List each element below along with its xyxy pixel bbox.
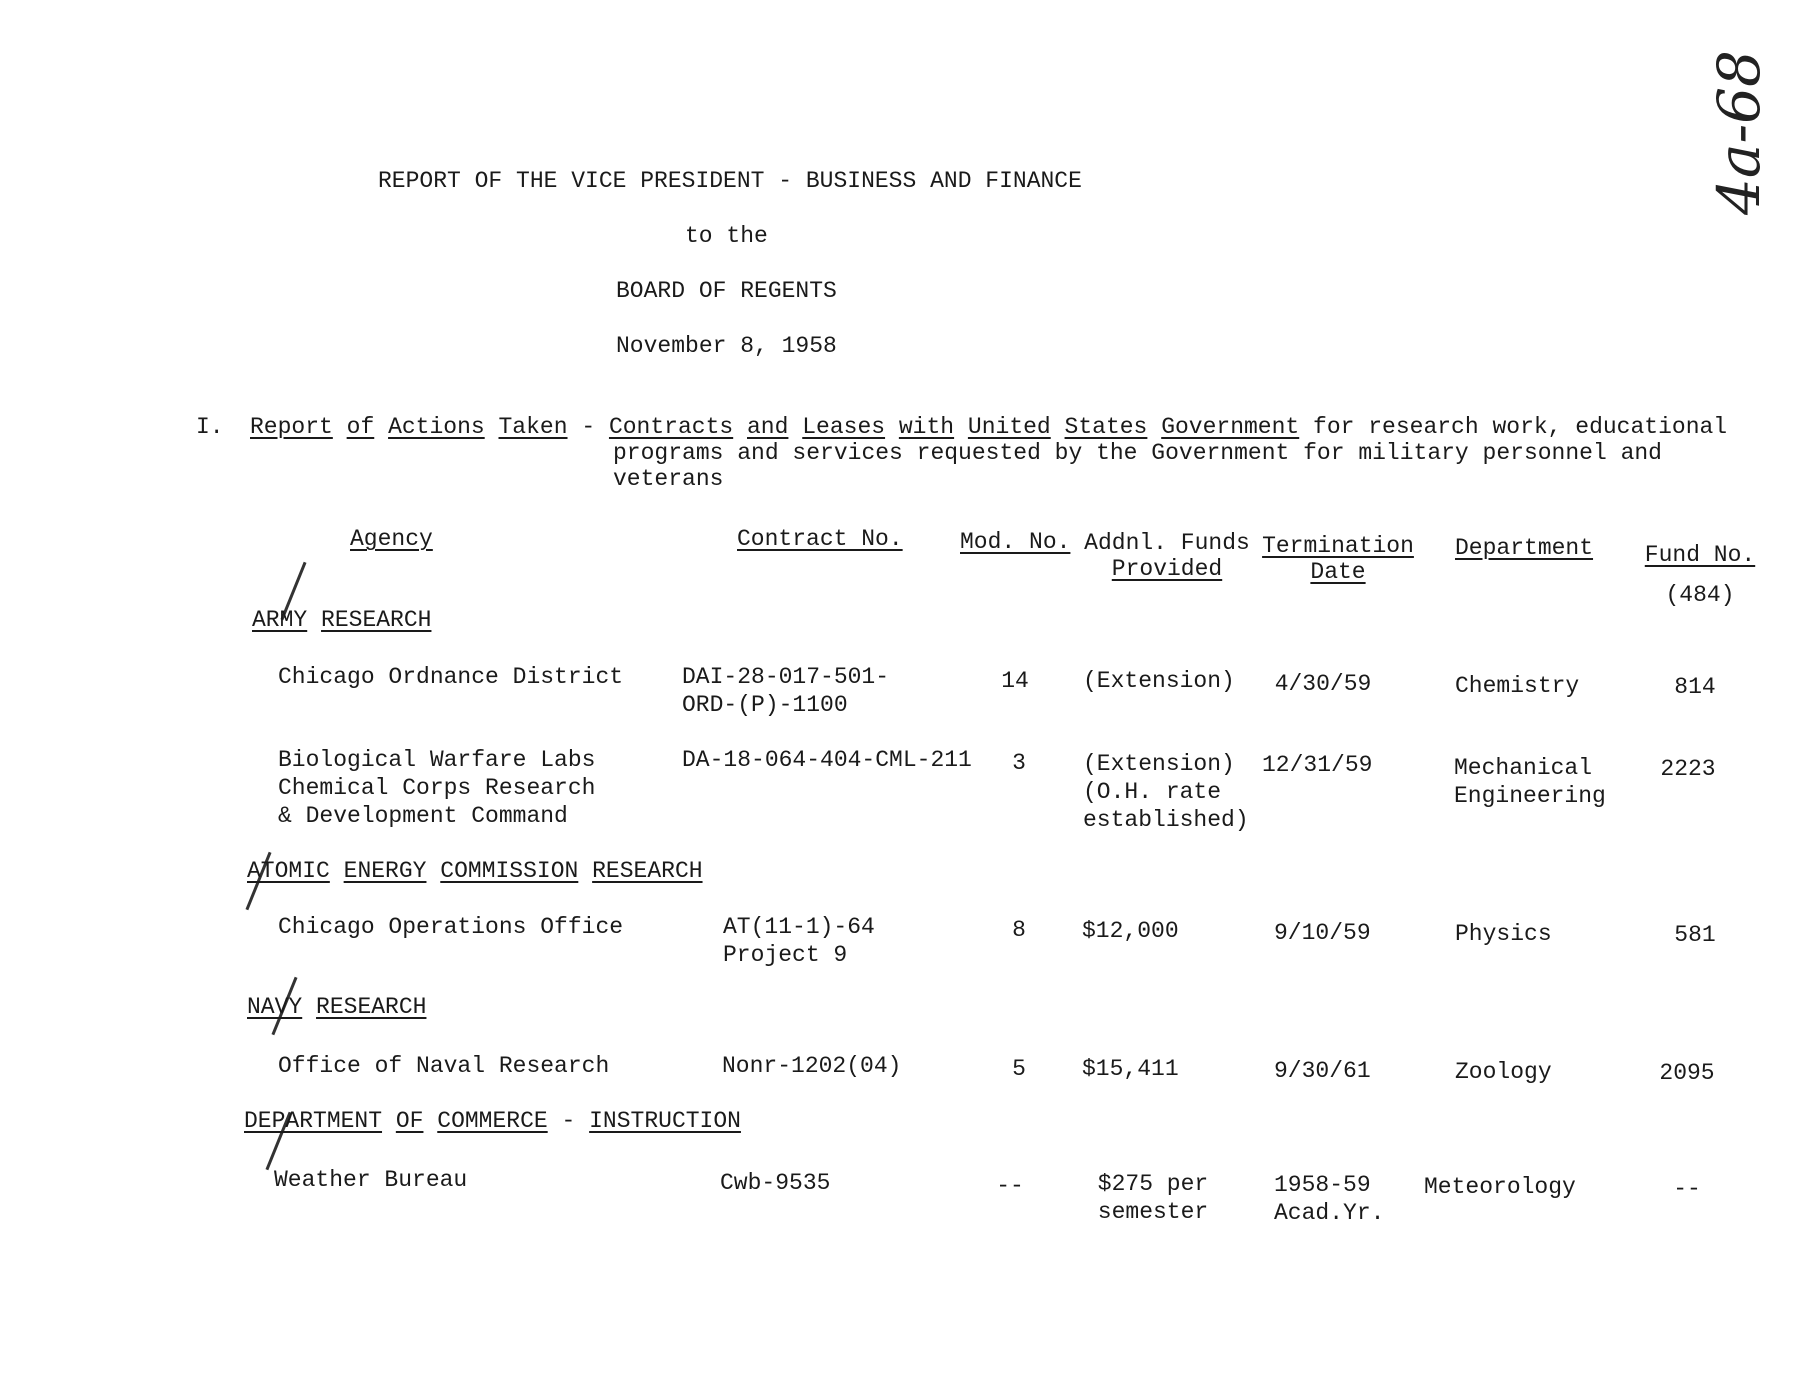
row-department-line: Mechanical — [1454, 755, 1593, 781]
row-termination-line: 4/30/59 — [1274, 671, 1372, 697]
section-title-word: Government — [1161, 414, 1300, 440]
section-title-dash: - — [581, 414, 596, 440]
row-termination-line: 1958-59 — [1274, 1172, 1371, 1198]
row-department-line: Meteorology — [1424, 1174, 1576, 1200]
group-heading-word: RESEARCH — [316, 994, 427, 1020]
section-title-word: Actions — [388, 414, 485, 440]
row-department — [1424, 1173, 1576, 1201]
row-termination — [1274, 1171, 1384, 1227]
section-continuation-line: veterans — [613, 466, 724, 492]
column-header-fund-no-line: Fund No. — [1644, 542, 1756, 568]
section-title-word: States — [1064, 414, 1148, 440]
column-header-contract-no: Contract No. — [737, 526, 903, 552]
row-department — [1455, 920, 1552, 948]
row-mod-no: 8 — [1012, 917, 1026, 943]
row-mod-no: -- — [996, 1173, 1024, 1199]
row-termination — [1262, 751, 1372, 779]
report-heading: REPORT OF THE VICE PRESIDENT - BUSINESS AND FINANCE — [378, 168, 1082, 194]
row-agency — [278, 663, 623, 691]
row-agency-line: Weather Bureau — [274, 1167, 468, 1193]
section-title-word: Contracts — [608, 414, 734, 440]
row-funds — [1078, 1170, 1228, 1226]
column-header-fund-no — [1640, 535, 1760, 615]
row-department — [1455, 672, 1579, 700]
column-header-agency: Agency — [350, 526, 433, 552]
row-contract-no — [722, 1052, 901, 1080]
row-funds-line: semester — [1097, 1199, 1209, 1225]
column-header-funds — [1082, 530, 1252, 582]
section-title — [250, 413, 1727, 441]
row-agency-line: & Development Command — [278, 803, 568, 829]
group-heading-word: NAVY — [247, 994, 303, 1020]
row-termination-line: 9/30/61 — [1274, 1058, 1371, 1084]
report-heading-to: to the — [685, 223, 768, 249]
group-heading-word: ARMY — [252, 607, 308, 633]
group-heading-word: ATOMIC — [247, 858, 330, 884]
group-heading-commerce-instruction — [244, 1107, 741, 1135]
group-heading-aec-research — [247, 857, 703, 885]
group-heading-word: INSTRUCTION — [589, 1108, 741, 1134]
column-header-funds-line: Provided — [1111, 556, 1223, 582]
row-contract-no — [720, 1169, 830, 1197]
row-agency-line: Office of Naval Research — [278, 1053, 610, 1079]
section-title-rest: for research work, educational — [1313, 414, 1728, 440]
section-title-word: Taken — [498, 414, 568, 440]
group-heading-navy-research — [247, 993, 426, 1021]
row-agency-line: Chicago Operations Office — [278, 914, 624, 940]
row-department — [1455, 1058, 1552, 1086]
column-header-mod-no: Mod. No. — [960, 529, 1071, 555]
row-termination-line: 12/31/59 — [1262, 752, 1373, 778]
row-funds-line: $12,000 — [1082, 918, 1179, 944]
group-heading-word: COMMISSION — [440, 858, 579, 884]
row-contract-line: Project 9 — [723, 942, 848, 968]
row-funds-line: (O.H. rate — [1083, 779, 1222, 805]
column-header-termination-line: Date — [1310, 559, 1366, 585]
row-agency — [278, 746, 595, 830]
row-contract-line: ORD-(P)-1100 — [682, 692, 848, 718]
group-heading-word: OF — [395, 1108, 424, 1134]
row-funds-line: (Extension) — [1083, 751, 1235, 777]
section-title-word: and — [747, 414, 789, 440]
column-header-termination — [1258, 533, 1418, 585]
group-heading-word: RESEARCH — [321, 607, 432, 633]
section-title-word: of — [346, 414, 375, 440]
section-title-word: United — [967, 414, 1051, 440]
column-header-funds-line: Addnl. Funds — [1084, 530, 1250, 556]
column-header-fund-no-sub: (484) — [1665, 582, 1735, 608]
row-funds — [1082, 1055, 1179, 1083]
row-contract-no — [682, 663, 889, 719]
row-funds — [1083, 750, 1249, 834]
row-funds-line: $275 per — [1097, 1171, 1209, 1197]
section-title-word: with — [898, 414, 955, 440]
row-contract-line: Nonr-1202(04) — [722, 1053, 902, 1079]
section-number: I. — [196, 414, 224, 440]
row-fund-no: 814 — [1674, 674, 1716, 700]
row-agency — [278, 1052, 609, 1080]
group-heading-dash: - — [561, 1108, 576, 1134]
row-fund-no: 2223 — [1660, 756, 1716, 782]
row-funds — [1082, 917, 1179, 945]
row-mod-no: 14 — [1001, 668, 1029, 694]
section-continuation — [613, 440, 1662, 492]
row-department-line: Zoology — [1455, 1059, 1552, 1085]
group-heading-word: ENERGY — [343, 858, 427, 884]
handwritten-margin-note: 4a-68 — [1705, 50, 1773, 215]
row-department-line: Chemistry — [1455, 673, 1580, 699]
row-agency-line: Chemical Corps Research — [278, 775, 596, 801]
row-agency — [278, 913, 623, 941]
section-title-word: Leases — [802, 414, 886, 440]
row-agency-line: Chicago Ordnance District — [278, 664, 624, 690]
row-mod-no: 5 — [1012, 1056, 1026, 1082]
row-contract-line: DA-18-064-404-CML-211 — [682, 747, 972, 773]
row-termination-line: 9/10/59 — [1274, 920, 1371, 946]
column-header-termination-line: Termination — [1262, 533, 1414, 559]
group-heading-army-research — [252, 606, 431, 634]
group-heading-word: DEPARTMENT — [244, 1108, 383, 1134]
row-funds-line: established) — [1083, 807, 1249, 833]
row-termination — [1258, 670, 1388, 698]
row-contract-no — [682, 746, 972, 774]
row-agency — [274, 1166, 467, 1194]
row-contract-line: DAI-28-017-501- — [682, 664, 890, 690]
row-fund-no: -- — [1673, 1176, 1701, 1202]
row-termination-line: Acad.Yr. — [1274, 1200, 1385, 1226]
row-mod-no: 3 — [1012, 750, 1026, 776]
row-department-line: Engineering — [1454, 783, 1606, 809]
row-contract-line: AT(11-1)-64 — [723, 914, 875, 940]
row-termination — [1274, 919, 1371, 947]
section-title-word: Report — [250, 414, 333, 440]
column-header-department: Department — [1455, 535, 1594, 561]
group-heading-word: RESEARCH — [592, 858, 703, 884]
row-termination — [1274, 1057, 1371, 1085]
row-department-line: Physics — [1455, 921, 1552, 947]
row-fund-no: 581 — [1674, 922, 1716, 948]
row-funds — [1083, 667, 1235, 695]
report-heading-board: BOARD OF REGENTS — [616, 278, 837, 304]
row-funds-line: (Extension) — [1083, 668, 1235, 694]
row-contract-no — [723, 913, 875, 969]
section-continuation-line: programs and services requested by the Government for military personnel and — [613, 440, 1662, 466]
row-department — [1454, 754, 1606, 810]
group-heading-word: COMMERCE — [437, 1108, 548, 1134]
row-funds-line: $15,411 — [1082, 1056, 1179, 1082]
row-fund-no: 2095 — [1659, 1060, 1715, 1086]
report-date: November 8, 1958 — [616, 333, 837, 359]
row-contract-line: Cwb-9535 — [720, 1170, 831, 1196]
row-agency-line: Biological Warfare Labs — [278, 747, 596, 773]
